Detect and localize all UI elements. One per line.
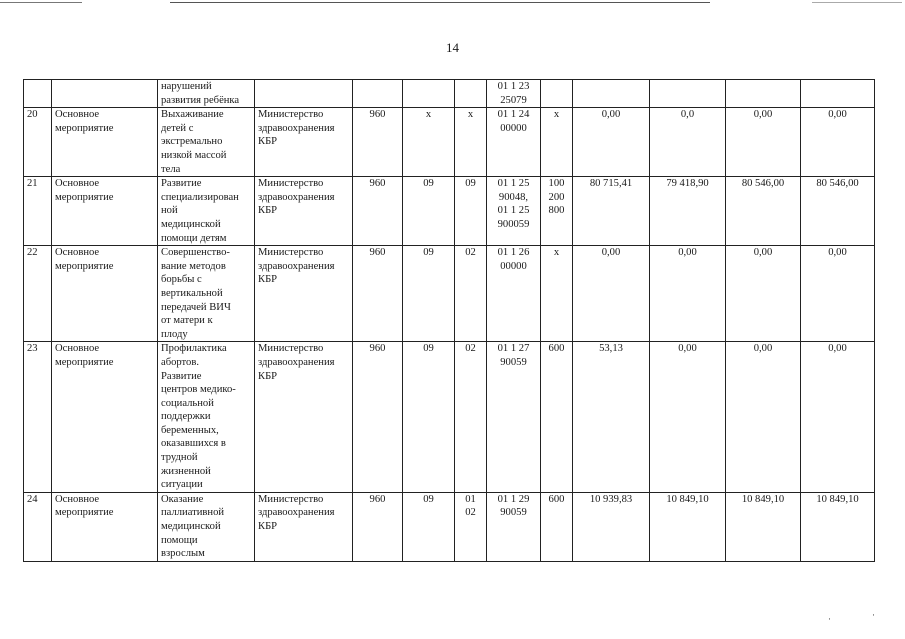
cell-name: Развитие специализирован ной медицинской помощи детям [158, 177, 255, 246]
cell-year3: 0,00 [726, 246, 801, 342]
cell-grbs: 960 [353, 108, 403, 177]
cell-year4: 0,00 [801, 342, 875, 493]
cell-year3 [726, 80, 801, 108]
cell-pr: 02 [455, 342, 487, 493]
cell-csr: 01 1 23 25079 [487, 80, 541, 108]
cell-year3: 0,00 [726, 342, 801, 493]
scan-line-center [170, 2, 710, 3]
cell-type: Основное мероприятие [52, 108, 158, 177]
scan-line-right [812, 2, 902, 3]
cell-pr: 02 [455, 246, 487, 342]
cell-year1 [573, 80, 650, 108]
cell-csr: 01 1 24 00000 [487, 108, 541, 177]
cell-year3: 10 849,10 [726, 492, 801, 561]
cell-rz [403, 80, 455, 108]
cell-type [52, 80, 158, 108]
cell-type: Основное мероприятие [52, 246, 158, 342]
cell-number: 23 [24, 342, 52, 493]
cell-year3: 0,00 [726, 108, 801, 177]
cell-csr: 01 1 25 90048, 01 1 25 900059 [487, 177, 541, 246]
cell-name: Совершенство- вание методов борьбы с вертикальной передачей ВИЧ от матери к плоду [158, 246, 255, 342]
table-row [24, 342, 875, 493]
cell-year2 [650, 80, 726, 108]
cell-year4: 80 546,00 [801, 177, 875, 246]
table-row [24, 177, 875, 246]
cell-year2: 10 849,10 [650, 492, 726, 561]
cell-type: Основное мероприятие [52, 177, 158, 246]
cell-number: 20 [24, 108, 52, 177]
cell-pr: 09 [455, 177, 487, 246]
cell-number: 21 [24, 177, 52, 246]
cell-executor: Министерство здравоохранения КБР [255, 177, 353, 246]
table-row [24, 246, 875, 342]
cell-number [24, 80, 52, 108]
cell-pr: х [455, 108, 487, 177]
table-row [24, 492, 875, 561]
cell-executor [255, 80, 353, 108]
cell-year4: 0,00 [801, 108, 875, 177]
cell-grbs [353, 80, 403, 108]
cell-year2: 79 418,90 [650, 177, 726, 246]
cell-csr: 01 1 29 90059 [487, 492, 541, 561]
cell-csr: 01 1 27 90059 [487, 342, 541, 493]
scan-line-left [0, 2, 82, 3]
cell-grbs: 960 [353, 492, 403, 561]
cell-year1: 53,13 [573, 342, 650, 493]
cell-name: Профилактика абортов. Развитие центров медико- социальной поддержки беременных, оказавшихся в трудной жизненной ситуации [158, 342, 255, 493]
cell-executor: Министерство здравоохранения КБР [255, 342, 353, 493]
cell-year2: 0,00 [650, 342, 726, 493]
cell-number: 22 [24, 246, 52, 342]
cell-pr: 01 02 [455, 492, 487, 561]
cell-vr: 100 200 800 [541, 177, 573, 246]
cell-rz: 09 [403, 342, 455, 493]
cell-csr: 01 1 26 00000 [487, 246, 541, 342]
cell-year2: 0,00 [650, 246, 726, 342]
cell-rz: х [403, 108, 455, 177]
cell-rz: 09 [403, 246, 455, 342]
table-row [24, 108, 875, 177]
cell-executor: Министерство здравоохранения КБР [255, 246, 353, 342]
cell-vr: х [541, 108, 573, 177]
cell-type: Основное мероприятие [52, 342, 158, 493]
cell-year4 [801, 80, 875, 108]
scan-speck-left: · [828, 614, 831, 624]
cell-name: нарушений развития ребёнка [158, 80, 255, 108]
budget-table [23, 79, 875, 562]
cell-year1: 80 715,41 [573, 177, 650, 246]
scan-speck-right: · [872, 610, 875, 620]
cell-year1: 10 939,83 [573, 492, 650, 561]
cell-number: 24 [24, 492, 52, 561]
cell-vr: 600 [541, 342, 573, 493]
cell-grbs: 960 [353, 246, 403, 342]
page-number: 14 [446, 40, 459, 55]
cell-year1: 0,00 [573, 108, 650, 177]
cell-vr [541, 80, 573, 108]
cell-vr: 600 [541, 492, 573, 561]
cell-year2: 0,0 [650, 108, 726, 177]
cell-grbs: 960 [353, 342, 403, 493]
cell-grbs: 960 [353, 177, 403, 246]
table-body [24, 80, 875, 562]
cell-name: Оказание паллиативной медицинской помощи взрослым [158, 492, 255, 561]
cell-rz: 09 [403, 492, 455, 561]
cell-executor: Министерство здравоохранения КБР [255, 108, 353, 177]
cell-executor: Министерство здравоохранения КБР [255, 492, 353, 561]
cell-year1: 0,00 [573, 246, 650, 342]
table-row [24, 80, 875, 108]
cell-year4: 10 849,10 [801, 492, 875, 561]
cell-name: Выхаживание детей с экстремально низкой массой тела [158, 108, 255, 177]
cell-vr: х [541, 246, 573, 342]
cell-rz: 09 [403, 177, 455, 246]
cell-type: Основное мероприятие [52, 492, 158, 561]
cell-year4: 0,00 [801, 246, 875, 342]
cell-pr [455, 80, 487, 108]
cell-year3: 80 546,00 [726, 177, 801, 246]
